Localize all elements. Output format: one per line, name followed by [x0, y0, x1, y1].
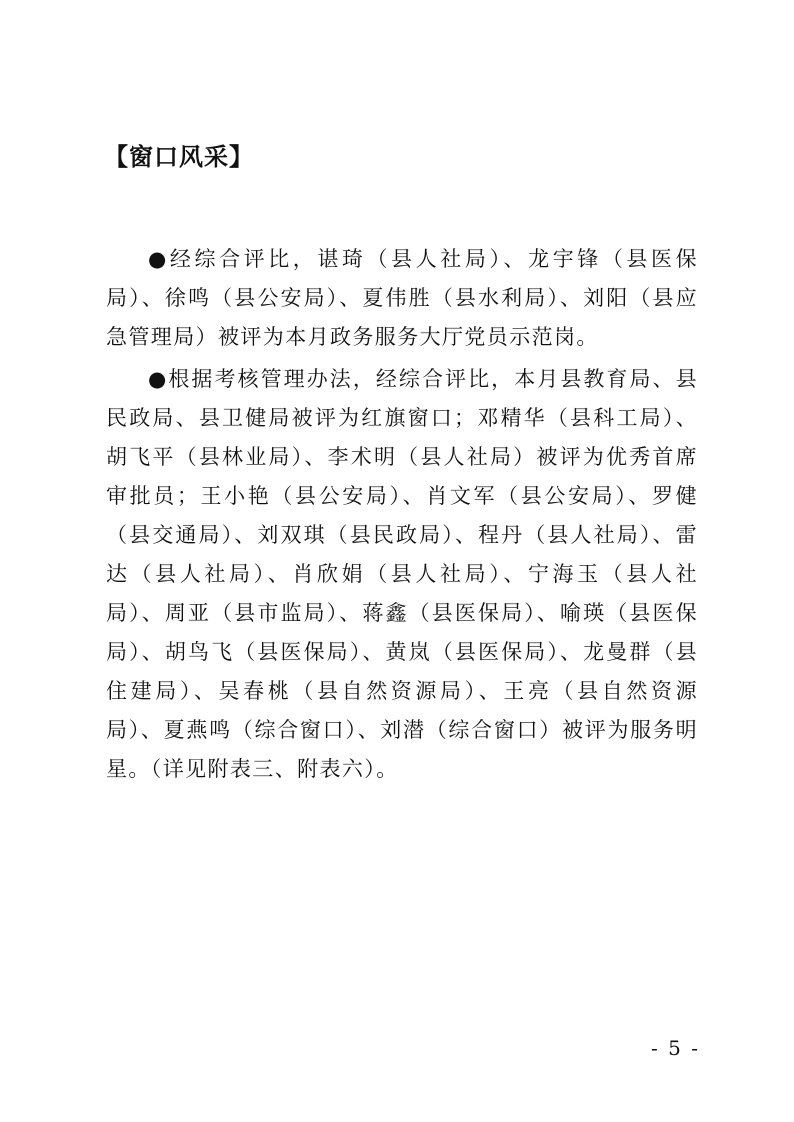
section-title: 【窗口风采】 — [104, 143, 254, 171]
paragraph-red-flag-windows-and-service-stars: ●根据考核管理办法，经综合评比，本月县教育局、县民政局、县卫健局被评为红旗窗口；邓精华（县科工局）、胡飞平（县林业局）、李术明（县人社局）被评为优秀首席审批员；王小艳（县公安局）、肖文军（县公安局）、罗健（县交通局）、刘双琪（县民政局）、程丹（县人社局）、雷达（县人社局）、肖欣娟（县人社局）、宁海玉（县人社局）、周亚（县市监局）、蒋鑫（县医保局）、喻瑛（县医保局）、胡鸟飞（县医保局）、黄岚（县医保局）、龙曼群（县住建局）、吴春桃（县自然资源局）、王亮（县自然资源局）、夏燕鸣（综合窗口）、刘潜（综合窗口）被评为服务明星。（详见附表三、附表六）。 — [106, 367, 698, 781]
page-number: - 5 - — [651, 1036, 700, 1060]
paragraph-party-member-model-posts: ●经综合评比，谌琦（县人社局）、龙宇锋（县医保局）、徐鸣（县公安局）、夏伟胜（县水利局）、刘阳（县应急管理局）被评为本月政务服务大厅党员示范岗。 — [106, 247, 698, 349]
